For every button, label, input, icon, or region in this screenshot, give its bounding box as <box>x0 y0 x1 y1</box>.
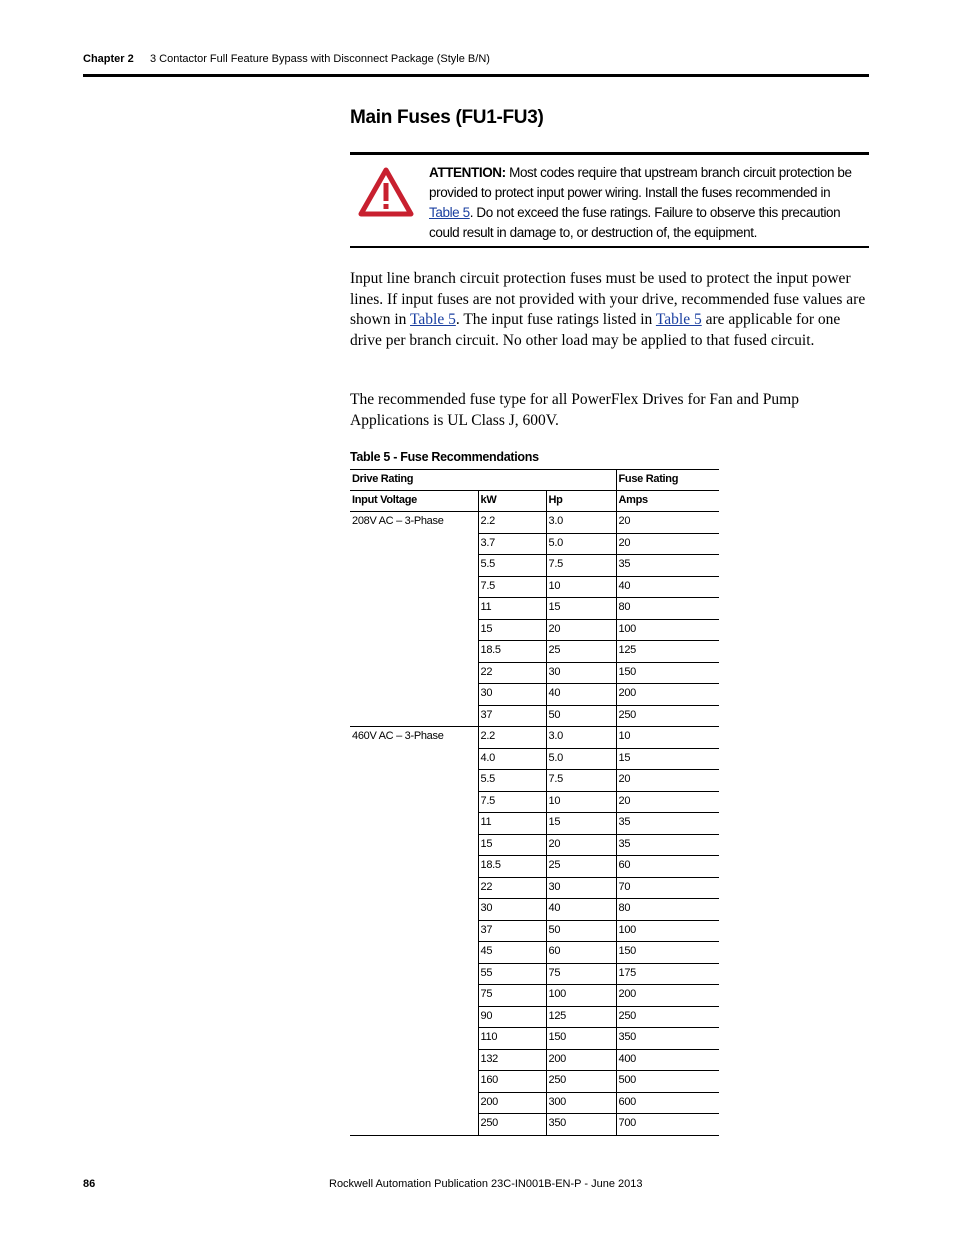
table-row <box>350 856 719 878</box>
input-voltage-cell <box>350 920 478 942</box>
kw-cell: 7.5 <box>478 791 546 813</box>
hp-cell: 7.5 <box>546 770 616 792</box>
table-row <box>350 1028 719 1050</box>
input-voltage-cell: 460V AC – 3-Phase <box>352 730 444 742</box>
table-row <box>350 619 719 641</box>
fuse-rating-header: Fuse Rating <box>616 470 719 491</box>
hp-cell: 3.0 <box>546 727 616 749</box>
kw-cell: 30 <box>478 684 546 706</box>
table-row <box>350 684 719 706</box>
table-row <box>350 512 719 534</box>
hp-cell: 25 <box>546 641 616 663</box>
column-header-amps: Amps <box>616 491 719 512</box>
amps-cell: 500 <box>616 1071 719 1093</box>
kw-cell: 250 <box>478 1114 546 1136</box>
attention-text-part2: . Do not exceed the fuse ratings. Failure to observe this precaution could result in damage to, or destruction of, the equipment. <box>429 205 841 240</box>
amps-cell: 600 <box>616 1092 719 1114</box>
paragraph-1-part1: Input line branch circuit protection fuses must be used to protect the input power lines. If input fuses are not provided with your drive, recommended fuse values are shown in <box>350 270 866 328</box>
table-row <box>350 963 719 985</box>
kw-cell: 22 <box>478 662 546 684</box>
kw-cell: 37 <box>478 705 546 727</box>
table-group-header-row <box>350 470 719 491</box>
input-voltage-cell <box>350 877 478 899</box>
hp-cell: 50 <box>546 705 616 727</box>
column-header-input-voltage: Input Voltage <box>350 491 478 512</box>
amps-cell: 80 <box>616 598 719 620</box>
table-row <box>350 641 719 663</box>
table-row <box>350 1114 719 1136</box>
table-row <box>350 1071 719 1093</box>
publication-info: Rockwell Automation Publication 23C-IN001B-EN-P - June 2013 <box>329 1178 643 1190</box>
kw-cell: 37 <box>478 920 546 942</box>
chapter-title: 3 Contactor Full Feature Bypass with Disconnect Package (Style B/N) <box>150 53 490 65</box>
input-voltage-cell <box>350 1049 478 1071</box>
section-title: Main Fuses (FU1-FU3) <box>350 107 544 128</box>
amps-cell: 35 <box>616 834 719 856</box>
input-voltage-cell <box>350 748 478 770</box>
hp-cell: 7.5 <box>546 555 616 577</box>
table-row <box>350 748 719 770</box>
table-row <box>350 813 719 835</box>
input-voltage-cell <box>350 619 478 641</box>
attention-text-part1: Most codes require that upstream branch circuit protection be provided to protect input power wiring. Install the fuses recommended in <box>429 165 852 200</box>
kw-cell: 7.5 <box>478 576 546 598</box>
hp-cell: 250 <box>546 1071 616 1093</box>
table-5-link[interactable]: Table 5 <box>655 311 702 328</box>
hp-cell: 20 <box>546 834 616 856</box>
hp-cell: 150 <box>546 1028 616 1050</box>
amps-cell: 150 <box>616 662 719 684</box>
kw-cell: 5.5 <box>478 770 546 792</box>
table-row <box>350 598 719 620</box>
amps-cell: 70 <box>616 877 719 899</box>
table-5-link[interactable]: Table 5 <box>410 311 456 328</box>
table-row <box>350 1006 719 1028</box>
input-voltage-cell <box>350 641 478 663</box>
table-row <box>350 576 719 598</box>
column-header-kw: kW <box>478 491 546 512</box>
table-caption: Table 5 - Fuse Recommendations <box>350 450 539 464</box>
kw-cell: 18.5 <box>478 641 546 663</box>
kw-cell: 11 <box>478 598 546 620</box>
hp-cell: 20 <box>546 619 616 641</box>
table-body <box>350 512 719 1136</box>
amps-cell: 10 <box>616 727 719 749</box>
input-voltage-cell <box>350 770 478 792</box>
input-voltage-cell <box>350 576 478 598</box>
attention-box <box>350 152 869 248</box>
hp-cell: 350 <box>546 1114 616 1136</box>
hp-cell: 10 <box>546 791 616 813</box>
table-row <box>350 770 719 792</box>
hp-cell: 25 <box>546 856 616 878</box>
kw-cell: 11 <box>478 813 546 835</box>
hp-cell: 5.0 <box>546 533 616 555</box>
table-row <box>350 899 719 921</box>
table-row <box>350 1049 719 1071</box>
amps-cell: 700 <box>616 1114 719 1136</box>
input-voltage-cell <box>350 533 478 555</box>
amps-cell: 400 <box>616 1049 719 1071</box>
hp-cell: 100 <box>546 985 616 1007</box>
input-voltage-cell <box>350 1114 478 1136</box>
hp-cell: 75 <box>546 963 616 985</box>
input-voltage-cell <box>350 1028 478 1050</box>
kw-cell: 5.5 <box>478 555 546 577</box>
input-voltage-cell <box>350 985 478 1007</box>
amps-cell: 100 <box>616 920 719 942</box>
kw-cell: 160 <box>478 1071 546 1093</box>
input-voltage-cell <box>350 813 478 835</box>
input-voltage-cell <box>350 834 478 856</box>
table-row <box>350 791 719 813</box>
hp-cell: 5.0 <box>546 748 616 770</box>
kw-cell: 18.5 <box>478 856 546 878</box>
kw-cell: 110 <box>478 1028 546 1050</box>
body-paragraph-2: The recommended fuse type for all PowerFlex Drives for Fan and Pump Applications is UL Class J, 600V. <box>350 391 799 429</box>
kw-cell: 30 <box>478 899 546 921</box>
input-voltage-cell <box>350 856 478 878</box>
hp-cell: 60 <box>546 942 616 964</box>
amps-cell: 15 <box>616 748 719 770</box>
table-5-link[interactable]: Table 5 <box>429 205 470 220</box>
kw-cell: 2.2 <box>478 512 546 534</box>
kw-cell: 90 <box>478 1006 546 1028</box>
amps-cell: 20 <box>616 533 719 555</box>
input-voltage-cell: 208V AC – 3-Phase <box>352 515 444 527</box>
amps-cell: 40 <box>616 576 719 598</box>
kw-cell: 15 <box>478 834 546 856</box>
table-row <box>350 877 719 899</box>
hp-cell: 30 <box>546 662 616 684</box>
table-row <box>350 1092 719 1114</box>
table-row <box>350 555 719 577</box>
table-row <box>350 942 719 964</box>
hp-cell: 200 <box>546 1049 616 1071</box>
kw-cell: 4.0 <box>478 748 546 770</box>
kw-cell: 55 <box>478 963 546 985</box>
input-voltage-cell <box>350 1071 478 1093</box>
amps-cell: 20 <box>616 791 719 813</box>
input-voltage-cell <box>350 662 478 684</box>
column-header-hp: Hp <box>546 491 616 512</box>
amps-cell: 60 <box>616 856 719 878</box>
table-row <box>350 662 719 684</box>
input-voltage-cell <box>350 684 478 706</box>
attention-label: ATTENTION: <box>429 165 506 180</box>
amps-cell: 100 <box>616 619 719 641</box>
page-number: 86 <box>83 1178 96 1190</box>
kw-cell: 132 <box>478 1049 546 1071</box>
amps-cell: 20 <box>616 512 719 534</box>
hp-cell: 40 <box>546 899 616 921</box>
attention-text <box>429 163 859 243</box>
amps-cell: 200 <box>616 684 719 706</box>
table-row <box>350 705 719 727</box>
amps-cell: 250 <box>616 1006 719 1028</box>
kw-cell: 75 <box>478 985 546 1007</box>
kw-cell: 2.2 <box>478 727 546 749</box>
hp-cell: 15 <box>546 813 616 835</box>
drive-rating-header: Drive Rating <box>350 470 616 491</box>
input-voltage-cell <box>350 899 478 921</box>
input-voltage-cell <box>350 598 478 620</box>
input-voltage-cell <box>350 705 478 727</box>
hp-cell: 125 <box>546 1006 616 1028</box>
page-header <box>83 53 869 65</box>
amps-cell: 35 <box>616 555 719 577</box>
amps-cell: 250 <box>616 705 719 727</box>
amps-cell: 125 <box>616 641 719 663</box>
amps-cell: 150 <box>616 942 719 964</box>
body-paragraph-1 <box>350 269 875 351</box>
chapter-label: Chapter 2 <box>83 53 134 65</box>
kw-cell: 45 <box>478 942 546 964</box>
hp-cell: 300 <box>546 1092 616 1114</box>
input-voltage-cell <box>350 791 478 813</box>
hp-cell: 10 <box>546 576 616 598</box>
paragraph-1-part3: are applicable for one drive per branch circuit. No other load may be applied to that fused circuit. <box>350 311 841 349</box>
amps-cell: 175 <box>616 963 719 985</box>
hp-cell: 15 <box>546 598 616 620</box>
table-row <box>350 727 719 749</box>
amps-cell: 80 <box>616 899 719 921</box>
table-row <box>350 985 719 1007</box>
input-voltage-cell <box>350 1006 478 1028</box>
amps-cell: 20 <box>616 770 719 792</box>
table-row <box>350 533 719 555</box>
amps-cell: 350 <box>616 1028 719 1050</box>
input-voltage-cell <box>350 555 478 577</box>
fuse-recommendations-table <box>350 469 719 1136</box>
hp-cell: 50 <box>546 920 616 942</box>
paragraph-1-part2: . The input fuse ratings listed in <box>455 311 656 328</box>
hp-cell: 30 <box>546 877 616 899</box>
kw-cell: 3.7 <box>478 533 546 555</box>
kw-cell: 22 <box>478 877 546 899</box>
kw-cell: 15 <box>478 619 546 641</box>
hp-cell: 3.0 <box>546 512 616 534</box>
input-voltage-cell <box>350 942 478 964</box>
warning-triangle-icon <box>358 167 414 217</box>
kw-cell: 200 <box>478 1092 546 1114</box>
amps-cell: 200 <box>616 985 719 1007</box>
input-voltage-cell <box>350 963 478 985</box>
table-row <box>350 834 719 856</box>
table-column-header-row <box>350 491 719 512</box>
hp-cell: 40 <box>546 684 616 706</box>
table-row <box>350 920 719 942</box>
header-rule <box>83 74 869 77</box>
input-voltage-cell <box>350 1092 478 1114</box>
amps-cell: 35 <box>616 813 719 835</box>
